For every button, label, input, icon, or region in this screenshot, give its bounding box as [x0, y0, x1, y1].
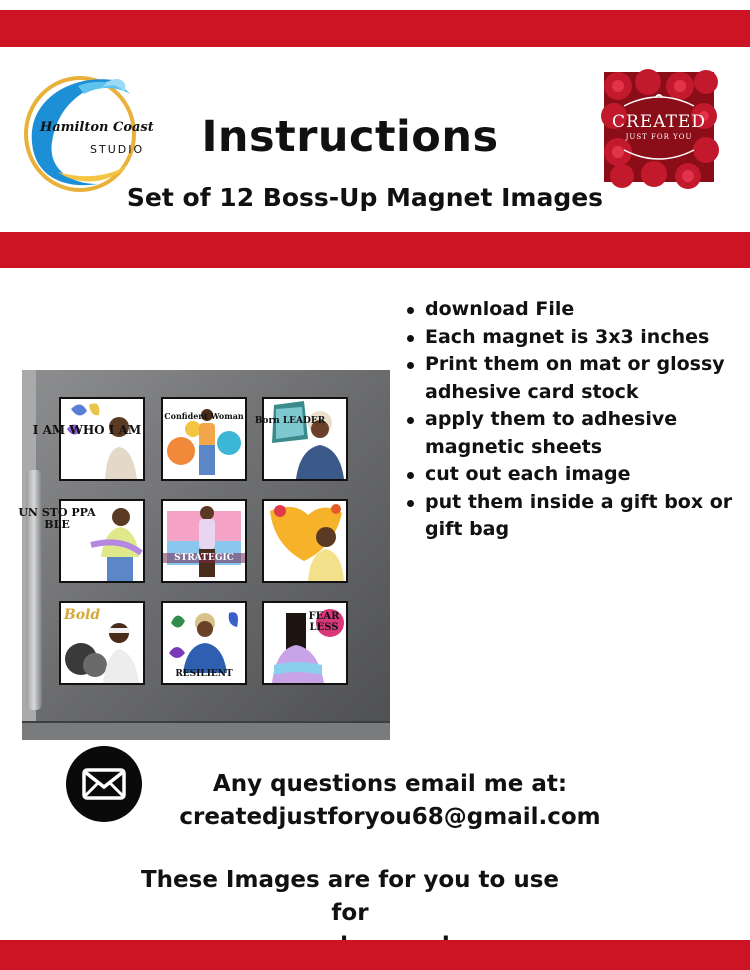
instruction-item: put them inside a gift box or gift bag [400, 489, 740, 544]
instruction-item: Print them on mat or glossy adhesive card stock [400, 351, 740, 406]
instructions-list [400, 296, 740, 544]
page-subtitle: Set of 12 Boss-Up Magnet Images [126, 183, 604, 212]
contact-email-link[interactable]: createdjustforyou68@gmail.com [179, 804, 601, 830]
instruction-item: cut out each image [400, 461, 740, 489]
hamilton-coast-logo [18, 72, 168, 194]
magnet-label-1: I AM WHO I AM [32, 423, 142, 437]
magnet-fearfully-made [262, 499, 348, 583]
magnet-label-2: Confident Woman [164, 411, 244, 421]
magnet-born-leader [254, 397, 348, 481]
magnet-label-8: RESILIENT [175, 669, 233, 679]
magnet-label-3: Born LEADER [254, 416, 326, 426]
middle-red-band [0, 232, 750, 268]
magnet-label-7: Bold [63, 607, 101, 623]
brand-sub: STUDIO [90, 143, 145, 156]
contact-heading: Any questions email me at: [212, 771, 568, 797]
magnet-label-5: STRATEGIC [163, 553, 245, 563]
magnet-i-am-who-i-am [32, 397, 145, 481]
top-red-band [0, 10, 750, 47]
mail-icon [66, 746, 142, 822]
page-title: Instructions [201, 112, 499, 162]
magnet-resilient [161, 601, 247, 685]
magnet-strategic [161, 499, 247, 583]
usage-note-line1: These Images are for you to use for [140, 867, 560, 926]
magnet-unstoppable [18, 499, 145, 583]
brand-name: Hamilton Coast [40, 120, 154, 135]
magnet-fearless [262, 601, 348, 685]
created-just-for-you-badge [604, 72, 714, 182]
magnet-bold [59, 601, 145, 685]
instruction-item: apply them to adhesive magnetic sheets [400, 406, 740, 461]
magnet-confident-woman [161, 397, 247, 481]
magnet-label-9: FEAR LESS [308, 611, 340, 633]
instruction-item: download File [400, 296, 740, 324]
fridge-mockup-image [18, 370, 390, 740]
instruction-item: Each magnet is 3x3 inches [400, 324, 740, 352]
badge-line2: JUST FOR YOU [625, 133, 693, 141]
magnet-label-4: UN STO PPA BLE [18, 506, 96, 531]
badge-line1: CREATED [612, 112, 706, 132]
bottom-red-band [0, 940, 750, 970]
